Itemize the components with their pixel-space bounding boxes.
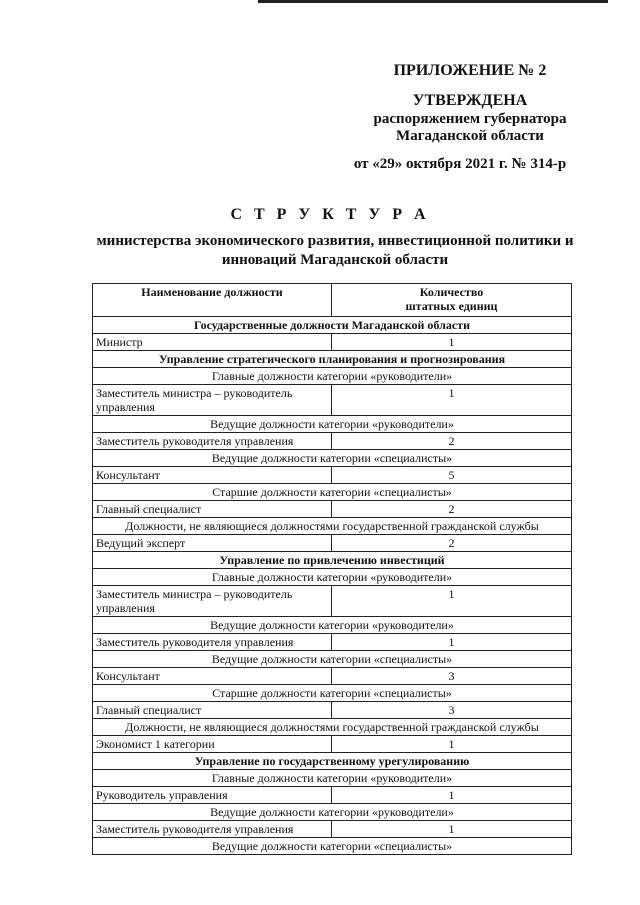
table-row-category <box>93 719 572 736</box>
position-name: Главный специалист <box>93 702 332 719</box>
column-header-count-line-1: Количество <box>419 285 484 299</box>
table-row-position <box>93 467 572 484</box>
position-count: 1 <box>332 821 572 838</box>
position-name: Заместитель руководителя управления <box>93 821 332 838</box>
position-count: 1 <box>332 634 572 651</box>
category-heading: Главные должности категории «руководители» <box>93 770 572 787</box>
position-count: 1 <box>332 586 572 617</box>
table-row-position <box>93 385 572 416</box>
table-header-row <box>93 284 572 317</box>
table-row-section <box>93 552 572 569</box>
staff-structure-table <box>92 283 572 855</box>
table-row-category <box>93 368 572 385</box>
table-row-category <box>93 804 572 821</box>
approval-date: от «29» октября 2021 г. № 314-р <box>353 156 567 172</box>
document-subtitle <box>90 232 580 270</box>
table-row-category <box>93 416 572 433</box>
position-name: Руководитель управления <box>93 787 332 804</box>
position-name: Экономист 1 категории <box>93 736 332 753</box>
position-name: Ведущий эксперт <box>93 535 332 552</box>
position-count: 3 <box>332 702 572 719</box>
table-row-position <box>93 535 572 552</box>
table-row-category <box>93 617 572 634</box>
table-row-category <box>93 838 572 855</box>
table-row-position <box>93 787 572 804</box>
table-row-category <box>93 569 572 586</box>
category-heading: Ведущие должности категории «специалисты» <box>93 838 572 855</box>
position-count: 1 <box>332 736 572 753</box>
table-row-position <box>93 334 572 351</box>
table-row-category <box>93 651 572 668</box>
approval-authority: распоряжением губернатора <box>373 111 567 127</box>
position-name: Заместитель руководителя управления <box>93 433 332 450</box>
table-row-category <box>93 770 572 787</box>
table-row-position <box>93 586 572 617</box>
category-heading: Должности, не являющиеся должностями государственной гражданской службы <box>93 719 572 736</box>
position-name: Консультант <box>93 668 332 685</box>
table-row-position <box>93 634 572 651</box>
category-heading: Ведущие должности категории «руководители» <box>93 416 572 433</box>
table-row-section <box>93 753 572 770</box>
position-count: 5 <box>332 467 572 484</box>
subtitle-line-1: министерства экономического развития, инвестиционной политики и <box>96 233 574 249</box>
table-row-section <box>93 317 572 334</box>
scan-edge-line <box>258 0 608 3</box>
section-heading: Управление стратегического планирования и прогнозирования <box>93 351 572 368</box>
category-heading: Ведущие должности категории «специалисты» <box>93 651 572 668</box>
category-heading: Главные должности категории «руководители» <box>93 569 572 586</box>
table-row-category <box>93 484 572 501</box>
column-header-count <box>332 284 572 317</box>
table-row-category <box>93 518 572 535</box>
position-count: 1 <box>332 334 572 351</box>
position-name: Министр <box>93 334 332 351</box>
approval-heading: УТВЕРЖДЕНА <box>412 92 528 109</box>
position-name: Главный специалист <box>93 501 332 518</box>
document-title: С Т Р У К Т У Р А <box>230 206 430 223</box>
category-heading: Ведущие должности категории «руководители» <box>93 804 572 821</box>
column-header-position: Наименование должности <box>93 284 332 317</box>
table-row-position <box>93 736 572 753</box>
section-heading: Государственные должности Магаданской области <box>93 317 572 334</box>
category-heading: Должности, не являющиеся должностями государственной гражданской службы <box>93 518 572 535</box>
table-row-category <box>93 450 572 467</box>
position-name: Заместитель руководителя управления <box>93 634 332 651</box>
annex-number: ПРИЛОЖЕНИЕ № 2 <box>393 62 547 79</box>
table-row-category <box>93 685 572 702</box>
position-name: Консультант <box>93 467 332 484</box>
position-name: Заместитель министра – руководитель управления <box>93 586 332 617</box>
table-row-position <box>93 501 572 518</box>
position-count: 1 <box>332 787 572 804</box>
category-heading: Главные должности категории «руководители» <box>93 368 572 385</box>
category-heading: Ведущие должности категории «специалисты» <box>93 450 572 467</box>
section-heading: Управление по привлечению инвестиций <box>93 552 572 569</box>
section-heading: Управление по государственному урегулированию <box>93 753 572 770</box>
table-row-position <box>93 433 572 450</box>
position-count: 1 <box>332 385 572 416</box>
position-count: 3 <box>332 668 572 685</box>
table-row-section <box>93 351 572 368</box>
position-count: 2 <box>332 535 572 552</box>
column-header-count-line-2: штатных единиц <box>405 299 498 313</box>
position-count: 2 <box>332 501 572 518</box>
category-heading: Старшие должности категории «специалисты» <box>93 484 572 501</box>
table-row-position <box>93 821 572 838</box>
position-count: 2 <box>332 433 572 450</box>
approval-region: Магаданской области <box>396 128 544 144</box>
position-name: Заместитель министра – руководитель управления <box>93 385 332 416</box>
table-body <box>93 284 572 855</box>
category-heading: Ведущие должности категории «руководители» <box>93 617 572 634</box>
table-row-position <box>93 702 572 719</box>
subtitle-line-2: инноваций Магаданской области <box>221 252 449 268</box>
table-row-position <box>93 668 572 685</box>
category-heading: Старшие должности категории «специалисты» <box>93 685 572 702</box>
